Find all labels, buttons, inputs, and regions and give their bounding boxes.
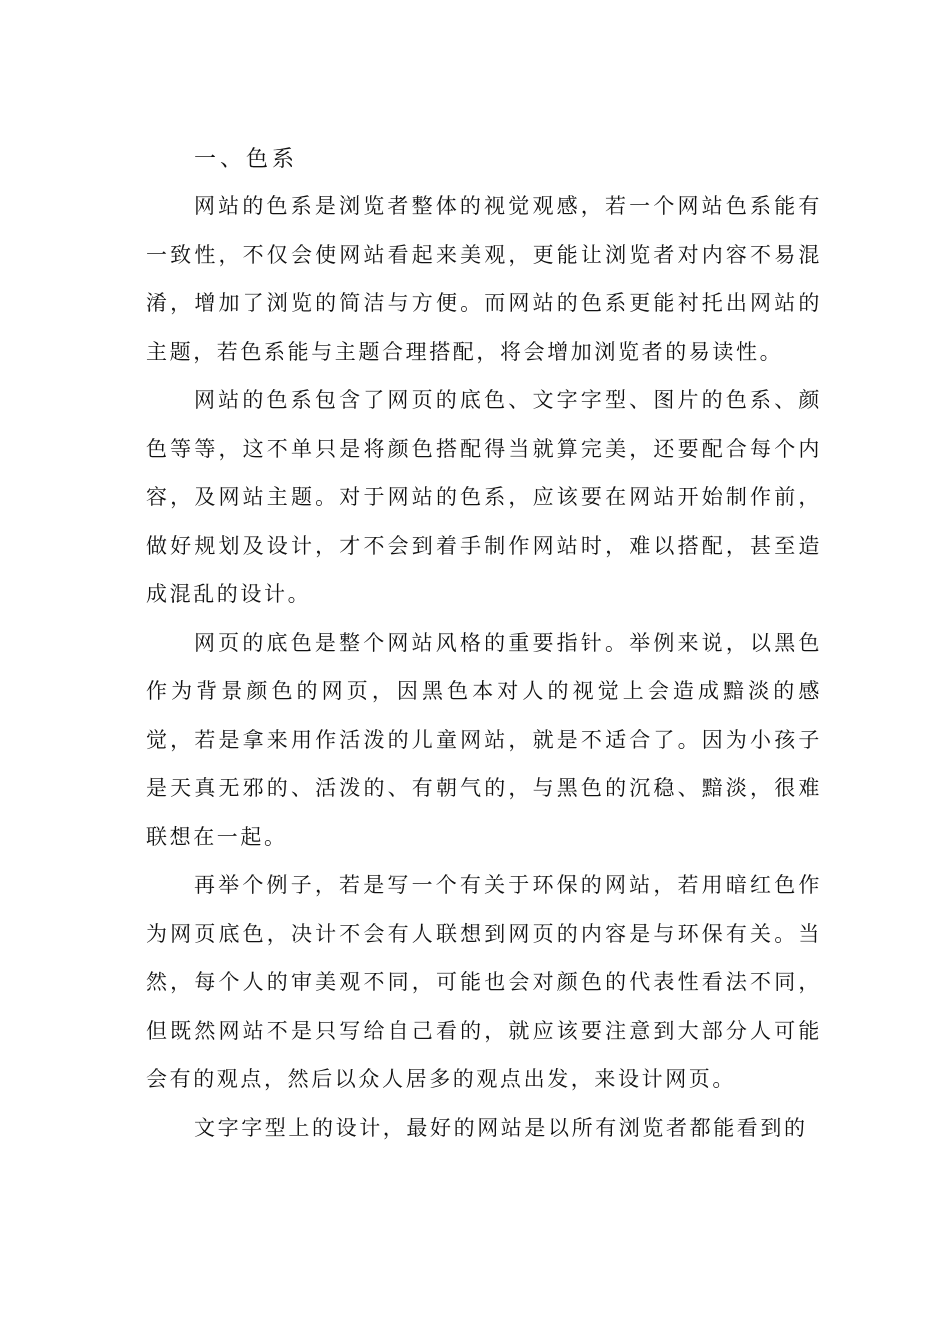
- paragraph-3: 网页的底色是整个网站风格的重要指针。举例来说，以黑色作为背景颜色的网页，因黑色本对人的视觉上会造成黯淡的感觉，若是拿来用作活泼的儿童网站，就是不适合了。因为小孩子是天真无邪的、活泼的、有朝气的，与黑色的沉稳、黯淡，很难联想在一起。: [146, 630, 822, 849]
- paragraph-2: 网站的色系包含了网页的底色、文字字型、图片的色系、颜色等等，这不单只是将颜色搭配得当就算完美，还要配合每个内容，及网站主题。对于网站的色系，应该要在网站开始制作前，做好规划及设计，才不会到着手制作网站时，难以搭配，甚至造成混乱的设计。: [146, 388, 822, 606]
- section-heading: 一、色系: [194, 147, 299, 172]
- paragraph-5: 文字字型上的设计，最好的网站是以所有浏览者都能看到的: [194, 1115, 808, 1140]
- paragraph-4: 再举个例子，若是写一个有关于环保的网站，若用暗红色作为网页底色，决计不会有人联想到网页的内容是与环保有关。当然，每个人的审美观不同，可能也会对颜色的代表性看法不同，但既然网站不是只写给自己看的，就应该要注意到大部分人可能会有的观点，然后以众人居多的观点出发，来设计网页。: [146, 873, 822, 1091]
- paragraph-1: 网站的色系是浏览者整体的视觉观感，若一个网站色系能有一致性，不仅会使网站看起来美观，更能让浏览者对内容不易混淆，增加了浏览的简洁与方便。而网站的色系更能衬托出网站的主题，若色系能与主题合理搭配，将会增加浏览者的易读性。: [146, 194, 822, 364]
- document-body: [146, 137, 822, 1152]
